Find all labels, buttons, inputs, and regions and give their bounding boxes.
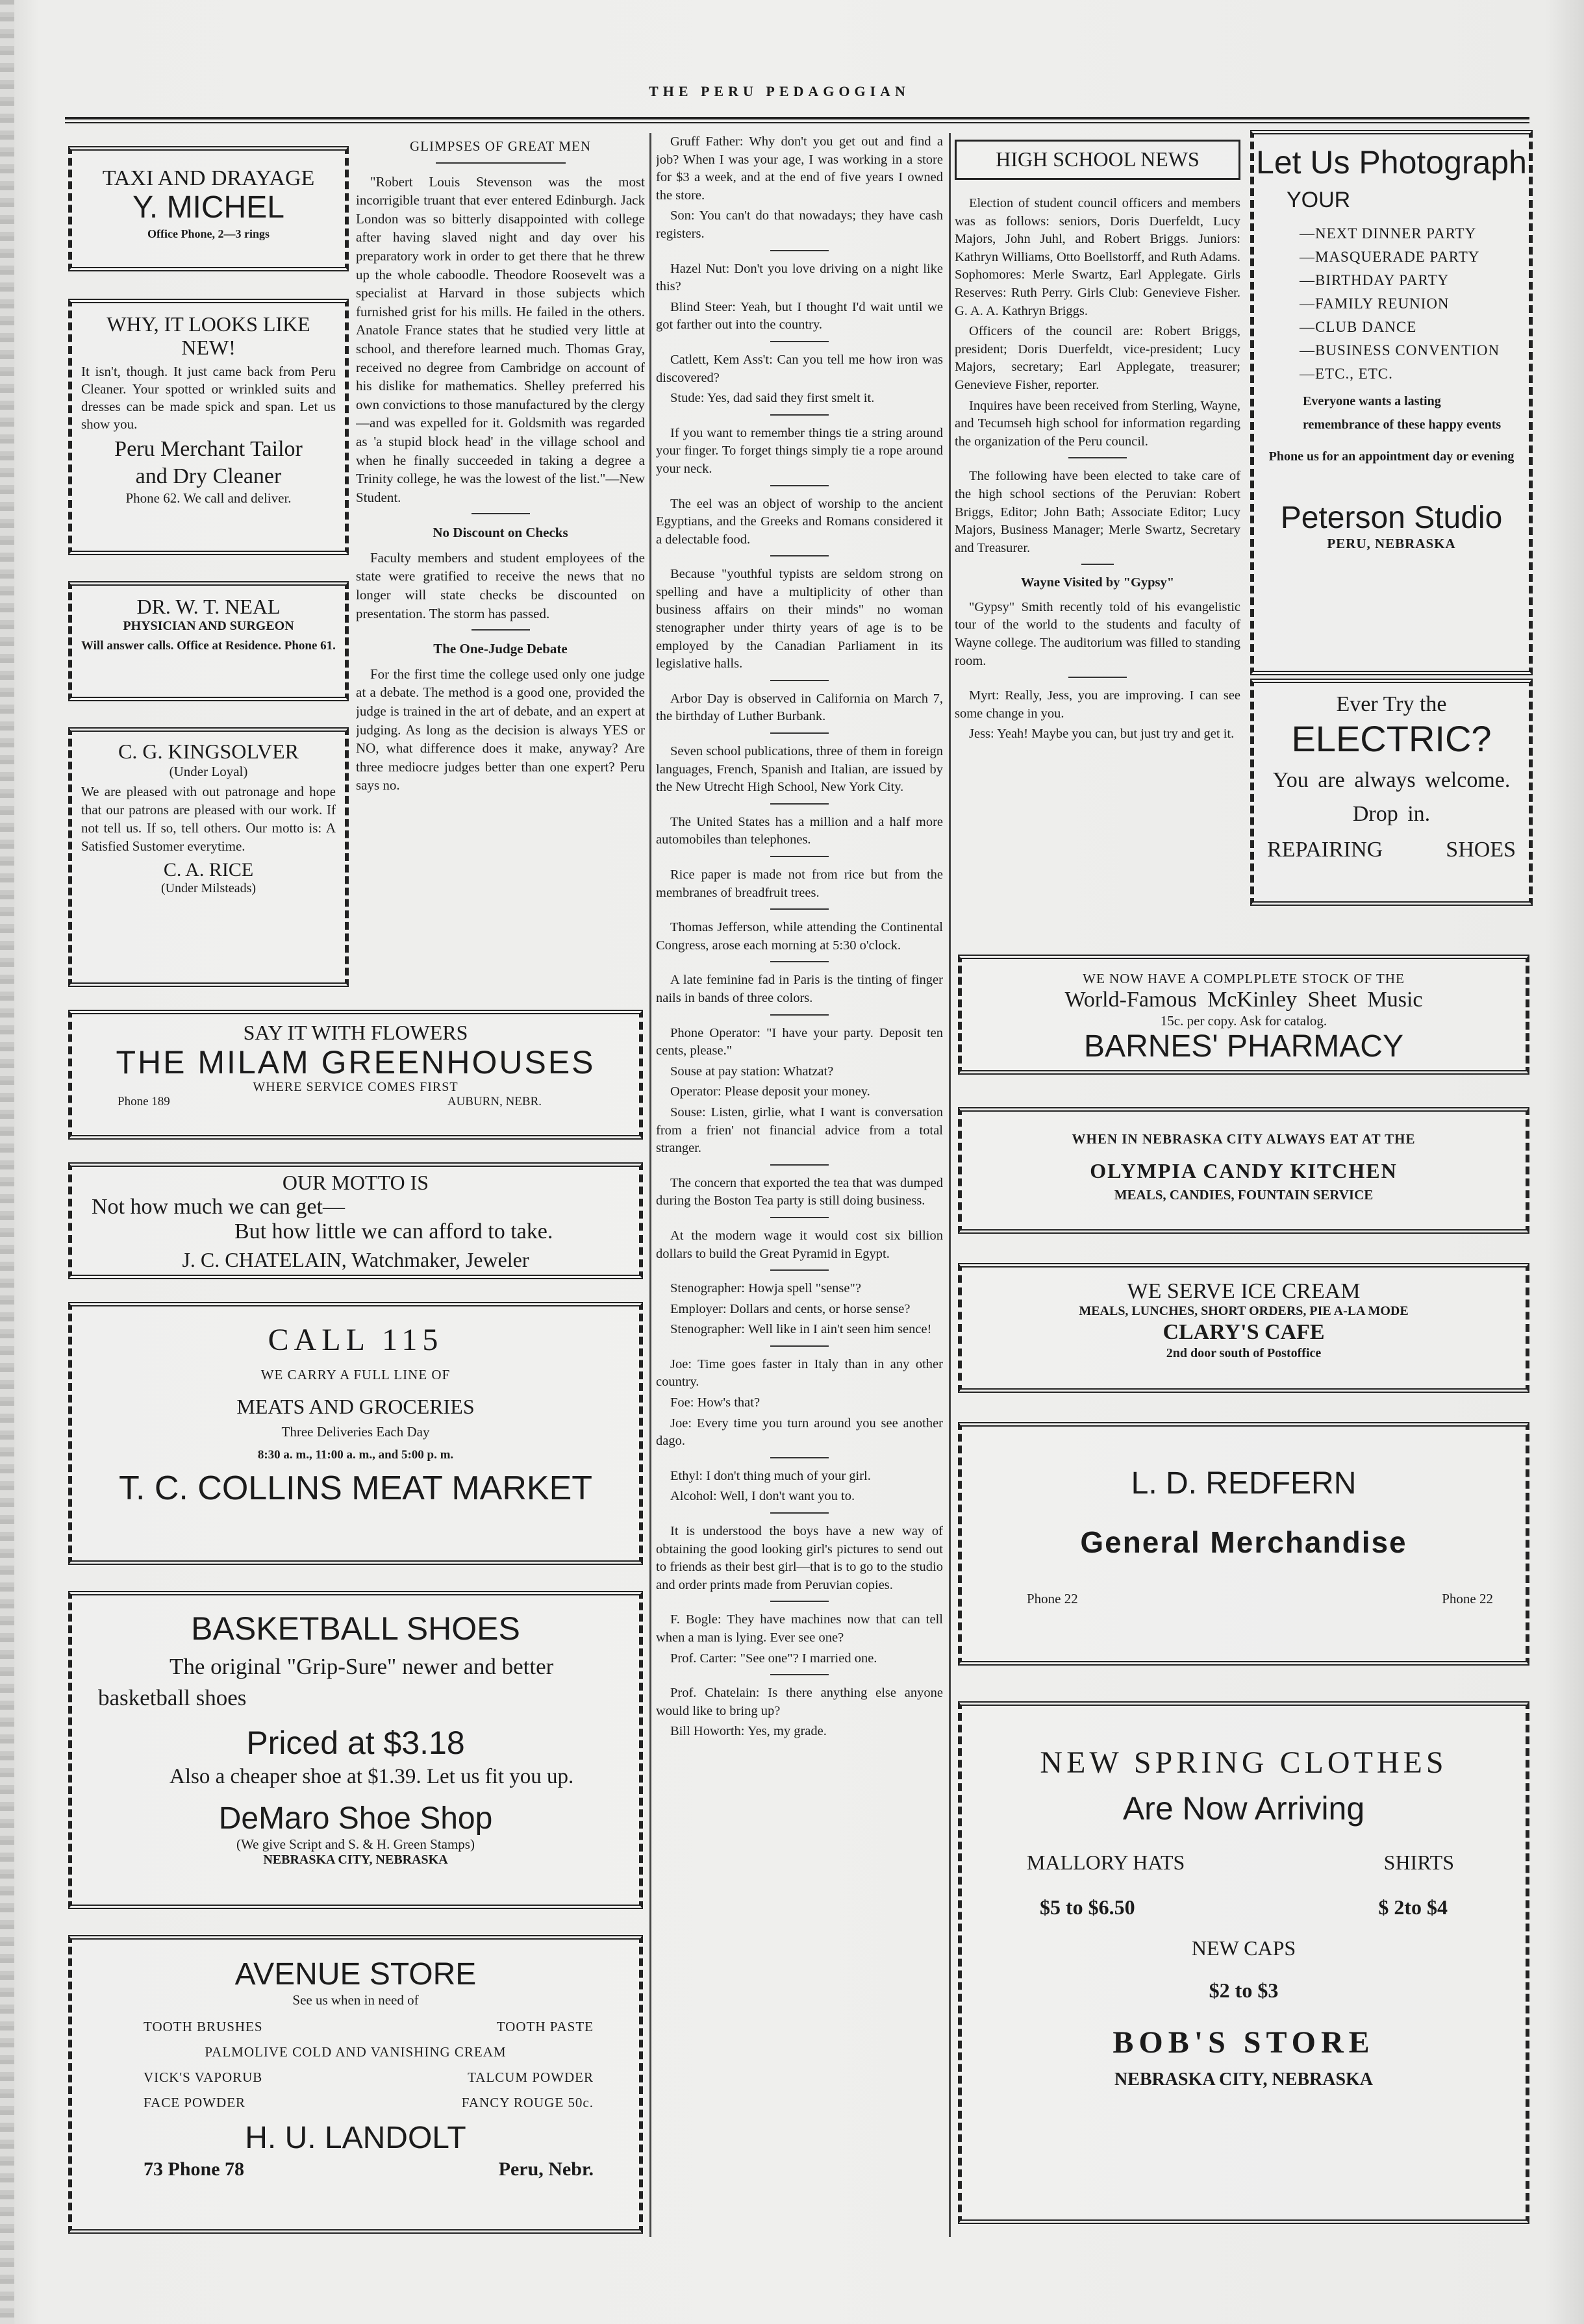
ad-kingsolver-name: C. G. KINGSOLVER — [118, 740, 299, 763]
ad-kingsolver-body: We are pleased with out patronage and hope that our patrons are pleased with our work. If not tell us. If so, tell others. Our motto is: A Satisfied Sustomer everytime. — [81, 784, 336, 854]
ad-clarys-name: CLARY'S CAFE — [1163, 1320, 1325, 1344]
ad-cleaner-phone: Phone 62. We call and deliver. — [125, 490, 292, 506]
ad-taxi-name: Y. MICHEL — [132, 190, 284, 225]
ad-taxi-title: TAXI AND DRAYAGE — [102, 166, 315, 190]
column-high-school-news — [955, 195, 1240, 922]
brief-separator — [770, 680, 829, 681]
brief-paragraph: Blind Steer: Yeah, but I thought I'd wait until we got farther out into the country. — [656, 299, 943, 332]
ad-bobs-name: BOB'S STORE — [1113, 2025, 1375, 2060]
ad-electric-left: REPAIRING — [1267, 838, 1383, 862]
ad-bobs-city: NEBRASKA CITY, NEBRASKA — [1114, 2069, 1374, 2090]
ad-photo-list-item: —CLUB DANCE — [1300, 319, 1417, 335]
brief-paragraph: The United States has a million and a half more automobiles than telephones. — [656, 814, 943, 847]
ad-flowers-line1: SAY IT WITH FLOWERS — [243, 1021, 468, 1044]
hs-news-dialog — [955, 687, 1240, 743]
ad-taxi-phone: Office Phone, 2—3 rings — [147, 227, 270, 240]
hs-news-p3: Inquires have been received from Sterling, Wayne, and Tecumseh high school for information regarding the organization of the Peru council. — [955, 398, 1240, 449]
ad-collins-line2: MEATS AND GROCERIES — [236, 1395, 475, 1418]
ad-flowers-name: THE MILAM GREENHOUSES — [116, 1044, 596, 1081]
brief-paragraph: Stenographer: Howja spell "sense"? — [670, 1281, 861, 1296]
ad-motto-title: OUR MOTTO IS — [282, 1171, 429, 1194]
hs-news-rule — [1081, 564, 1114, 565]
ad-shoes-city: NEBRASKA CITY, NEBRASKA — [263, 1853, 448, 1867]
ad-motto-line2: But how little we can afford to take. — [234, 1219, 553, 1243]
ad-shoes-title: BASKETBALL SHOES — [191, 1610, 520, 1647]
brief-separator — [770, 803, 829, 805]
ad-electric-line3: You are always welcome. Drop in. — [1272, 768, 1511, 826]
ad-avenue-item: PALMOLIVE COLD AND VANISHING CREAM — [205, 2044, 507, 2060]
ad-collins-meat-market — [68, 1302, 643, 1565]
ad-shoes-line1: The original "Grip-Sure" newer and better basketball shoes — [98, 1654, 554, 1710]
ad-flowers-tag: WHERE SERVICE COMES FIRST — [253, 1080, 459, 1094]
ad-photo-phone: Phone us for an appointment day or evening — [1268, 449, 1515, 464]
ad-barnes-line2: World-Famous McKinley Sheet Music — [1064, 988, 1423, 1012]
brief-paragraph: Catlett, Kem Ass't: Can you tell me how iron was discovered? — [656, 352, 943, 385]
brief-separator — [770, 961, 829, 962]
ad-olympia-name: OLYMPIA CANDY KITCHEN — [1090, 1159, 1398, 1182]
brief-paragraph: Son: You can't do that nowadays; they have cash registers. — [656, 208, 943, 241]
brief-separator — [770, 732, 829, 734]
ad-avenue-city: Peru, Nebr. — [498, 2158, 594, 2180]
brief-paragraph: The concern that exported the tea that was dumped during the Boston Tea party is still doing business. — [656, 1175, 943, 1208]
hs-news-p4: The following have been elected to take care of the high school sections of the Peruvian: Robert Briggs, Editor; John Bath; Associate Editor; Lucy Majors, Business Manager; Merle Swartz, Secretary and Treasurer. — [955, 469, 1240, 555]
ad-cleaner-title: WHY, IT LOOKS LIKE NEW! — [107, 312, 310, 359]
hs-news-title: HIGH SCHOOL NEWS — [996, 147, 1200, 171]
ad-bobs-caps: NEW CAPS — [1191, 1936, 1296, 1960]
brief-paragraph: Phone Operator: "I have your party. Deposit ten cents, please." — [656, 1025, 943, 1058]
brief-paragraph: Because "youthful typists are seldom strong on spelling and have a multiplicity of other than business affairs on their minds" no woman stenographer under thirty years of age is to be employed by the Canadian Parliament in its legislative halls. — [656, 567, 943, 671]
ad-avenue-name: H. U. LANDOLT — [245, 2121, 466, 2155]
brief-paragraph: It is understood the boys have a new way of obtaining the good looking girl's pictures to send out to friends as their best girl—that is to go to the studio and order prints made from Peruvian copies. — [656, 1524, 943, 1592]
brief-paragraph: Rice paper is made not from rice but from the membranes of breadfruit trees. — [656, 868, 943, 900]
hs-news-p2: Officers of the council are: Robert Briggs, president; Doris Duerfeldt, vice-president; Lucy Majors, secretary; Earl Applegate, treasurer; Genevieve Fisher, reporter. — [955, 324, 1240, 392]
brief-paragraph: Souse: Listen, girlie, what I want is conversation from a frien' not financial advice from a total stranger. — [656, 1105, 943, 1156]
ad-shoes-line2: Also a cheaper shoe at $1.39. Let us fit you up. — [170, 1765, 574, 1788]
brief-paragraph: If you want to remember things tie a string around your finger. To forget things simply tie a rope around your neck. — [656, 425, 943, 476]
brief-paragraph: Stenographer: Well like in I ain't seen him sence! — [670, 1322, 932, 1337]
ad-shoes-name: DeMaro Shoe Shop — [218, 1801, 493, 1836]
glimpses-title: GLIMPSES OF GREAT MEN — [409, 138, 592, 154]
ad-olympia-candy-kitchen — [958, 1107, 1529, 1234]
ad-photo-city: PERU, NEBRASKA — [1327, 536, 1456, 551]
ad-kingsolver-sub: (Under Loyal) — [169, 764, 248, 779]
hs-news-heading-wayne: Wayne Visited by "Gypsy" — [1020, 575, 1175, 590]
ad-shoes-sub: (We give Script and S. & H. Green Stamps) — [236, 1836, 475, 1852]
ad-collins-name: T. C. COLLINS MEAT MARKET — [118, 1469, 593, 1507]
ad-flowers-phone: Phone 189 — [118, 1095, 170, 1108]
torn-left-edge — [0, 0, 14, 2324]
brief-separator — [770, 856, 829, 857]
brief-paragraph: Operator: Please deposit your money. — [670, 1084, 870, 1099]
ad-photo-list-item: —NEXT DINNER PARTY — [1300, 225, 1477, 242]
ad-demaro-shoe-shop — [68, 1591, 643, 1909]
brief-paragraph: Foe: How's that? — [670, 1395, 761, 1410]
brief-separator — [770, 1164, 829, 1166]
brief-paragraph: The eel was an object of worship to the ancient Egyptians, and the Greeks and Romans considered it a delectable food. — [656, 496, 943, 547]
ad-motto-line1: Not how much we can get— — [92, 1195, 345, 1219]
column-rule — [949, 133, 951, 2237]
ad-cleaner-name2: and Dry Cleaner — [135, 464, 282, 488]
brief-separator — [770, 485, 829, 486]
glimpses-heading-checks: No Discount on Checks — [433, 525, 568, 541]
ad-barnes-pharmacy — [958, 955, 1529, 1075]
ad-taxi-drayage — [68, 146, 349, 271]
brief-paragraph: Alcohol: Well, I don't want you to. — [670, 1489, 855, 1504]
brief-separator — [770, 250, 829, 251]
ad-photo-list-item: —ETC., ETC. — [1300, 366, 1393, 382]
hs-news-rule — [1068, 457, 1127, 458]
ad-avenue-sub: See us when in need of — [292, 1992, 419, 2008]
brief-separator — [770, 1457, 829, 1458]
brief-paragraph: Prof. Chatelain: Is there anything else anyone would like to bring up? — [656, 1686, 943, 1718]
brief-paragraph: Hazel Nut: Don't you love driving on a night like this? — [656, 261, 943, 294]
ad-clarys-line1: WE SERVE ICE CREAM — [1127, 1279, 1361, 1303]
brief-paragraph: Gruff Father: Why don't you get out and find a job? When I was your age, I was working in a store for $3 a week, and at the end of five years I owned the store. — [656, 134, 943, 203]
ad-photo-list-item: —FAMILY REUNION — [1300, 295, 1450, 312]
ad-barnes-line1: WE NOW HAVE A COMPLPLETE STOCK OF THE — [1083, 971, 1405, 986]
ad-redfern-name: L. D. REDFERN — [1131, 1466, 1357, 1501]
ad-neal-title: PHYSICIAN AND SURGEON — [123, 619, 294, 633]
ad-clarys-cafe — [958, 1263, 1529, 1393]
brief-paragraph: Thomas Jefferson, while attending the Continental Congress, arose each morning at 5:30 o'clock. — [656, 920, 943, 953]
ad-barnes-name: BARNES' PHARMACY — [1084, 1029, 1403, 1064]
brief-paragraph: A late feminine fad in Paris is the tinting of finger nails in bands of three colors. — [656, 973, 943, 1005]
ad-bobs-sub: Are Now Arriving — [1122, 1790, 1365, 1827]
ad-redfern-phone-left: Phone 22 — [1027, 1591, 1078, 1606]
brief-separator — [770, 1217, 829, 1218]
brief-separator — [770, 1512, 829, 1514]
ad-shoes-price: Priced at $3.18 — [246, 1725, 465, 1761]
ad-photo-list-item: —BIRTHDAY PARTY — [1300, 272, 1450, 288]
column-glimpses — [356, 133, 645, 990]
brief-paragraph: Prof. Carter: "See one"? I married one. — [670, 1651, 877, 1666]
glimpses-checks-body: Faculty members and student employees of the state were gratified to receive the news that no longer will state checks be discounted on presentation. The storm has passed. — [356, 549, 645, 621]
ad-electric-line1: Ever Try the — [1336, 692, 1447, 716]
ad-avenue-item: VICK'S VAPORUB — [144, 2069, 263, 2085]
ad-avenue-item: FANCY ROUGE 50c. — [461, 2095, 594, 2110]
ad-photo-title: Let Us Photograph — [1256, 144, 1527, 181]
brief-separator — [770, 1269, 829, 1271]
brief-separator — [770, 1345, 829, 1347]
top-rule — [65, 117, 1529, 119]
brief-separator — [770, 555, 829, 556]
ad-cleaner-name1: Peru Merchant Tailor — [114, 437, 303, 461]
hs-news-rule — [1068, 677, 1127, 678]
ad-collins-line3: Three Deliveries Each Day — [281, 1424, 430, 1440]
glimpses-body: "Robert Louis Stevenson was the most incorrigible truant that ever entered Edinburgh. Jack London was so bitterly disappointed with college after having slaved night and day over his preparatory work in order to get there that he threw up the whole caboodle. Theodore Roosevelt was a specialist at Harvard in those subjects which furnished grist for his mills. He failed in the others. Anatole France states that he studied very little at school, and therefore learned much. Thomas Gray, received no degree from Cambridge on account of his dislike for mathematics. Shelley preferred his own convictions to those manufactured by the clergy —and was expelled for it. Goldsmith was regarded as 'a stupid block head' in the village school and when he finally succeeded in taking a degree a Trinity college, he was the lowest of the list."—New Student. — [356, 173, 645, 505]
brief-separator — [770, 341, 829, 342]
hs-news-title-box — [955, 140, 1240, 180]
brief-paragraph: At the modern wage it would cost six billion dollars to build the Great Pyramid in Egypt. — [656, 1228, 943, 1261]
ad-avenue-store — [68, 1935, 643, 2234]
ad-collins-line4: 8:30 a. m., 11:00 a. m., and 5:00 p. m. — [257, 1448, 454, 1462]
brief-separator — [770, 908, 829, 910]
brief-paragraph: Bill Howorth: Yes, my grade. — [670, 1724, 827, 1739]
glimpses-rule — [436, 162, 566, 164]
masthead: THE PERU PEDAGOGIAN — [649, 83, 910, 99]
hs-news-p5: "Gypsy" Smith recently told of his evangelistic tour of the world to the students and faculty of Wayne college. The auditorium was filled to standing room. — [955, 599, 1240, 668]
glimpses-rule — [471, 629, 530, 631]
brief-paragraph: Joe: Time goes faster in Italy than in any other country. — [656, 1356, 943, 1390]
ad-bobs-store — [958, 1701, 1529, 2224]
ad-photo-list-item: —MASQUERADE PARTY — [1300, 249, 1480, 265]
ad-photo-body: Everyone wants a lasting remembrance of these happy events — [1303, 394, 1502, 432]
hs-news-p1: Election of student council officers and members was as follows: seniors, Doris Duerfeldt, Lucy Majors, John Juhl, and Robert Briggs. Juniors: Kathryn Williams, Otto Boellstorff, and Ruth Adams. Sophomores: Merle Swartz, Earl Applegate. Girls Reserves: Ruth Perry. Girls Club: Genevieve Fisher. G. A. A. Kathryn Briggs. — [955, 196, 1240, 318]
ad-flowers-city: AUBURN, NEBR. — [447, 1095, 542, 1108]
ad-milam-greenhouses — [68, 1010, 643, 1140]
ad-avenue-item: FACE POWDER — [144, 2095, 246, 2110]
ad-photo-list — [1300, 222, 1529, 386]
top-rule-thin — [65, 122, 1529, 123]
ad-clarys-line2: MEALS, LUNCHES, SHORT ORDERS, PIE A-LA MODE — [1079, 1304, 1409, 1318]
brief-paragraph: Employer: Dollars and cents, or horse sense? — [670, 1301, 911, 1316]
hs-news-dialog-line: Jess: Yeah! Maybe you can, but just try and get it. — [969, 727, 1235, 742]
ad-rice-sub: (Under Milsteads) — [160, 881, 257, 895]
ad-collins-line1: WE CARRY A FULL LINE OF — [260, 1367, 451, 1382]
ad-bobs-title: NEW SPRING CLOTHES — [1040, 1745, 1448, 1780]
ad-avenue-phone: 73 Phone 78 — [144, 2158, 245, 2180]
ad-cleaner-body: It isn't, though. It just came back from Peru Cleaner. Your spotted or wrinkled suits and dresses can be made spick and span. Let us show you. — [81, 364, 336, 432]
ad-bobs-p2: $ 2to $4 — [1378, 1895, 1448, 1919]
ad-electric-shoe-repair — [1250, 679, 1533, 906]
ad-bobs-h2: SHIRTS — [1383, 1851, 1454, 1874]
ad-avenue-item: TOOTH BRUSHES — [144, 2019, 263, 2034]
ad-olympia-line2: MEALS, CANDIES, FOUNTAIN SERVICE — [1114, 1187, 1374, 1203]
ad-bobs-p3: $2 to $3 — [1209, 1979, 1279, 2002]
ad-bobs-p1: $5 to $6.50 — [1040, 1895, 1135, 1919]
glimpses-debate-body: For the first time the college used only one judge at a debate. The method is a good one, provided the judge is trained in the art of debate, and an expert at judging. As long as the decision is always YES or NO, what difference does it make, anyway? Are three mediocre judges better than one expert? Peru says no. — [356, 666, 645, 793]
brief-paragraph: Seven school publications, three of them in foreign languages, French, Spanish and Italian, are issued by the New Utrecht High School, New York City. — [656, 744, 943, 795]
brief-paragraph: Stude: Yes, dad said they first smelt it. — [670, 391, 875, 406]
glimpses-heading-debate: The One-Judge Debate — [433, 641, 568, 657]
ad-photo-your: YOUR — [1287, 188, 1351, 212]
brief-separator — [770, 414, 829, 416]
ad-kingsolver — [68, 727, 349, 987]
brief-paragraph: F. Bogle: They have machines now that can tell when a man is lying. Ever see one? — [656, 1612, 943, 1645]
glimpses-rule — [471, 513, 530, 514]
ad-rice-name: C. A. RICE — [163, 859, 254, 881]
brief-separator — [770, 1674, 829, 1675]
ad-peru-cleaner — [68, 299, 349, 555]
ad-clarys-line3: 2nd door south of Postoffice — [1166, 1346, 1322, 1360]
ad-collins-call: CALL 115 — [268, 1323, 444, 1357]
ad-neal-body: Will answer calls. Office at Residence. Phone 61. — [81, 639, 336, 653]
brief-separator — [770, 1014, 829, 1016]
ad-redfern-phone-right: Phone 22 — [1442, 1591, 1493, 1606]
ad-electric-line2: ELECTRIC? — [1291, 718, 1492, 759]
ad-neal-name: DR. W. T. NEAL — [136, 595, 281, 618]
brief-paragraph: Joe: Every time you turn around you see another dago. — [656, 1416, 943, 1449]
brief-paragraph: Ethyl: I don't thing much of your girl. — [670, 1468, 871, 1483]
ad-redfern — [958, 1422, 1529, 1666]
column-jokes-briefs — [656, 133, 943, 2237]
ad-olympia-line1: WHEN IN NEBRASKA CITY ALWAYS EAT AT THE — [1072, 1131, 1416, 1147]
ad-avenue-item: TOOTH PASTE — [496, 2019, 594, 2034]
ad-peterson-studio — [1250, 130, 1533, 675]
ad-barnes-line3: 15c. per copy. Ask for catalog. — [1160, 1013, 1327, 1029]
brief-separator — [770, 1601, 829, 1602]
ad-chatelain-motto — [68, 1162, 643, 1279]
ad-motto-sig: J. C. CHATELAIN, Watchmaker, Jeweler — [182, 1248, 529, 1271]
brief-paragraph: Souse at pay station: Whatzat? — [670, 1064, 834, 1079]
hs-news-dialog-line: Myrt: Really, Jess, you are improving. I can see some change in you. — [955, 688, 1240, 721]
ad-photo-list-item: —BUSINESS CONVENTION — [1300, 342, 1500, 358]
ad-photo-name: Peterson Studio — [1280, 501, 1503, 535]
ad-electric-right: SHOES — [1446, 838, 1516, 862]
ad-redfern-line: General Merchandise — [1080, 1525, 1407, 1559]
ad-avenue-item: TALCUM POWDER — [468, 2069, 594, 2085]
ad-bobs-h1: MALLORY HATS — [1027, 1851, 1185, 1874]
brief-paragraph: Arbor Day is observed in California on March 7, the birthday of Luther Burbank. — [656, 691, 943, 724]
ad-avenue-title: AVENUE STORE — [234, 1957, 477, 1992]
column-rule — [649, 133, 651, 2237]
ad-dr-neal — [68, 581, 349, 701]
